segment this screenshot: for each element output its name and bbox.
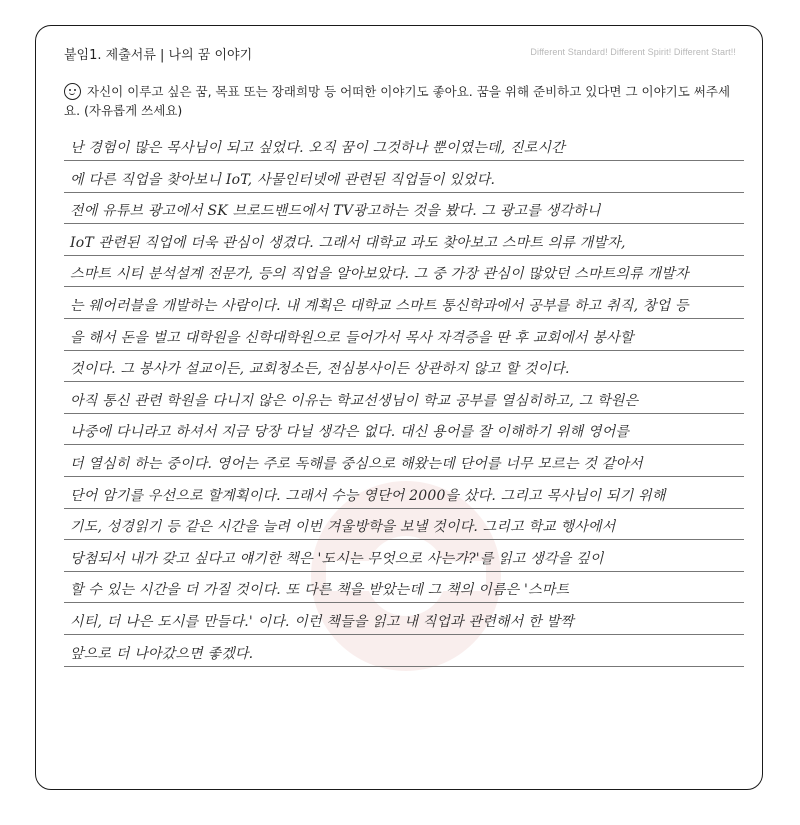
answer-line: [64, 162, 744, 193]
document-header: [64, 44, 736, 64]
answer-line: [64, 383, 744, 414]
answer-line-text: 더 열심히 하는 중이다. 영어는 주로 독해를 중심으로 해왔는데 단어를 너무 모르는 것 같아서: [70, 456, 643, 472]
answer-line: [64, 636, 744, 667]
answer-line: [64, 256, 744, 287]
answer-line-text: 당첨되서 내가 갖고 싶다고 얘기한 책은 '도시는 무엇으로 사는가?'를 읽고 생각을 깊이: [70, 550, 604, 567]
answer-line-text: 것이다. 그 봉사가 설교이든, 교회청소든, 전심봉사이든 상관하지 않고 할 것이다.: [70, 361, 570, 378]
answer-line-text: 을 해서 돈을 벌고 대학원을 신학대학원으로 들어가서 목사 자격증을 딴 후 교회에서 봉사할: [70, 329, 634, 346]
answer-line: [64, 130, 744, 161]
answer-line-text: 단어 암기를 우선으로 할계획이다. 그래서 수능 영단어 2000을 샀다. 그리고 목사님이 되기 위해: [70, 487, 666, 504]
smiley-icon: [64, 83, 81, 100]
answer-line: [64, 478, 744, 509]
answer-line: [64, 541, 744, 572]
answer-line-text: 전에 유튜브 광고에서 SK 브로드밴드에서 TV광고하는 것을 봤다. 그 광고를 생각하니: [70, 203, 601, 220]
answer-line: [64, 572, 744, 603]
answer-line-text: 아직 통신 관련 학원을 다니지 않은 이유는 학교선생님이 학교 공부를 열심히하고, 그 학원은: [70, 392, 639, 409]
answer-line: [64, 446, 744, 477]
answer-line-text: 시티, 더 나은 도시를 만들다.' 이다. 이런 책들을 읽고 내 직업과 관련해서 한 발짝: [70, 614, 574, 630]
answer-line: [64, 320, 744, 351]
answer-line: [64, 288, 744, 319]
answer-line: [64, 414, 744, 445]
answer-line-text: 스마트 시티 분석설계 전문가, 등의 직업을 알아보았다. 그 중 가장 관심이 많았던 스마트의류 개발자: [70, 266, 689, 283]
answer-line-text: 는 웨어러블을 개발하는 사람이다. 내 계획은 대학교 스마트 통신학과에서 공부를 하고 취직, 창업 등: [70, 298, 689, 314]
answer-line-text: 나중에 다니라고 하셔서 지금 당장 다닐 생각은 없다. 대신 용어를 잘 이해하기 위해 영어를: [70, 424, 630, 441]
answer-line: [64, 509, 744, 540]
answer-line-text: 앞으로 더 나아갔으면 좋겠다.: [70, 645, 254, 662]
answer-line: [64, 351, 744, 382]
answer-line: [64, 225, 744, 256]
prompt-text: 자신이 이루고 싶은 꿈, 목표 또는 장래희망 등 어떠한 이야기도 좋아요. 꿈을 위해 준비하고 있다면 그 이야기도 써주세요. (자유롭게 쓰세요): [64, 84, 731, 118]
question-prompt: [64, 82, 744, 120]
answer-line-text: IoT 관련된 직업에 더욱 관심이 생겼다. 그래서 대학교 과도 찾아보고 스마트 의류 개발자,: [70, 234, 626, 251]
answer-line-text: 에 다른 직업을 찾아보니 IoT, 사물인터넷에 관련된 직업들이 있었다.: [70, 171, 496, 188]
answer-line: [64, 604, 744, 635]
answer-line: [64, 193, 744, 224]
answer-line-text: 할 수 있는 시간을 더 가질 것이다. 또 다른 책을 받았는데 그 책의 이름은 '스마트: [70, 582, 570, 599]
slogan-text: Different Standard! Different Spirit! Different Start!!: [530, 47, 736, 57]
answer-line-text: 기도, 성경읽기 등 같은 시간을 늘려 이번 겨울방학을 보낼 것이다. 그리고 학교 행사에서: [70, 519, 616, 536]
answer-line-text: 난 경험이 많은 목사님이 되고 싶었다. 오직 꿈이 그것하나 뿐이였는데, 진로시간: [70, 140, 565, 156]
page-title: 붙임1. 제출서류 | 나의 꿈 이야기: [64, 48, 253, 63]
essay-card: [35, 25, 763, 790]
